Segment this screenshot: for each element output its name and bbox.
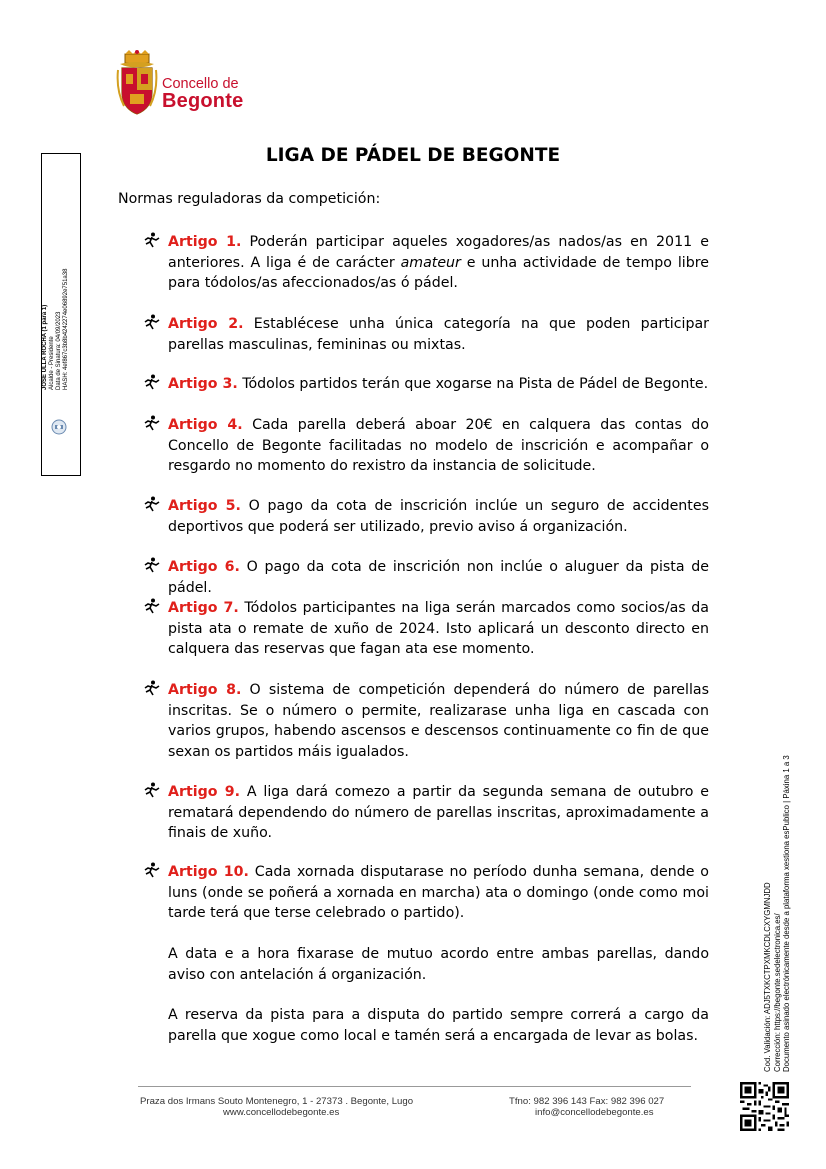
- article-6: Artigo 6. O pago da cota de inscrición non inclúe o aluguer da pista de pádel.: [168, 559, 709, 596]
- document-title: LIGA DE PÁDEL DE BEGONTE: [265, 145, 561, 166]
- footer-email-link[interactable]: info@concellodebegonte.es: [535, 1107, 654, 1118]
- article-1: Artigo 1. Poderán participar aqueles xogadores/as nados/as en 2011 e anteriores. A liga é de carácter amateur e unha actividade de tempo libre para tódolos/as afeccionados/as ó pádel.: [168, 234, 710, 291]
- seal-icon: [51, 419, 67, 435]
- signer-name: JOSE ULLA ROCHA (1 para 1): [42, 304, 48, 390]
- intro-text: Normas reguladoras da competición:: [118, 191, 381, 207]
- signature-text: [42, 240, 76, 390]
- footer-divider: [138, 1086, 691, 1087]
- article-3: Artigo 3. Tódolos partidos terán que xogarse na Pista de Pádel de Begonte.: [168, 376, 709, 392]
- signer-role: Alcalde - Presidente: [49, 336, 55, 390]
- article-10: Artigo 10. Cada xornada disputarase no período dunha semana, dende o luns (onde se poñerá a xornada en marcha) ata o domingo (onde como moi tarde terá que terse celebrado o partido).: [168, 864, 709, 921]
- paragraph-reservation: A reserva da pista para a disputa do partido sempre correrá a cargo da parella que xogue como local e tamén será a encargada de levar as bolas.: [168, 1007, 709, 1044]
- logo-line2: Begonte: [162, 90, 244, 112]
- validation-code: Cod. Validación: ADJ5TXKCTPXMKCDLCXYGMNJDD: [763, 882, 772, 1072]
- article-4: Artigo 4. Cada parella deberá aboar 20€ en calquera das contas do Concello de Begonte facilitadas no modelo de inscrición e acompañar o resgardo no momento do rexistro da instancia de solicitude.: [168, 417, 709, 474]
- article-7: Artigo 7. Tódolos participantes na liga serán marcados como socios/as da pista ata o remate de xuño de 2024. Isto aplicará un desconto directo en calquera das reservas que fagan ata ese momento.: [168, 600, 709, 657]
- footer-phone: Tfno: 982 396 143 Fax: 982 396 027: [509, 1096, 665, 1107]
- signature-date: Data de Sinatura: 04/09/2023: [56, 311, 62, 390]
- runner-bullet-icon: [142, 557, 162, 573]
- article-8: Artigo 8. O sistema de competición dependerá do número de parellas inscritas. Se o número o permite, realizarase unha liga en cascada con varios grupos, habendo ascensos e descensos continuamente co fin de que sexan os partidos máis igualados.: [168, 682, 709, 760]
- runner-bullet-icon: [142, 232, 162, 248]
- runner-bullet-icon: [142, 415, 162, 431]
- runner-bullet-icon: [142, 680, 162, 696]
- runner-bullet-icon: [142, 782, 162, 798]
- runner-bullet-icon: [142, 314, 162, 330]
- validation-note: Documento asinado electrónicamente desde a plataforma xestiona esPublico | Páxina 1 a 3: [782, 755, 791, 1072]
- validation-text: [763, 755, 792, 1072]
- qr-code-icon[interactable]: [740, 1082, 789, 1131]
- runner-bullet-icon: [142, 496, 162, 512]
- article-9: Artigo 9. A liga dará comezo a partir da segunda semana de outubro e rematará dependendo do número de parellas inscritas, aproximadamente a finais de xuño.: [168, 784, 709, 841]
- validation-url: Corrección: https://begonte.sedelectronica.es/: [772, 913, 782, 1072]
- concello-logo: [116, 50, 256, 118]
- footer-web-link[interactable]: www.concellodebegonte.es: [223, 1107, 340, 1118]
- article-2: Artigo 2. Establécese unha única categoría na que poden participar parellas masculinas, femininas ou mixtas.: [168, 316, 709, 353]
- article-5: Artigo 5. O pago da cota de inscrición inclúe un seguro de accidentes deportivos que poderá ser utilizado, previo aviso á organización.: [168, 498, 709, 535]
- footer-address: Praza dos Irmans Souto Montenegro, 1 - 27373 . Begonte, Lugo: [140, 1096, 414, 1107]
- logo-line1: Concello de: [162, 76, 239, 92]
- runner-bullet-icon: [142, 598, 162, 614]
- signature-hash: HASH: 4ef867c3b8b4242274e06892e751a38: [63, 268, 69, 390]
- runner-bullet-icon: [142, 374, 162, 390]
- runner-bullet-icon: [142, 862, 162, 878]
- paragraph-scheduling: A data e a hora fixarase de mutuo acordo entre ambas parellas, dando aviso con antelación á organización.: [168, 946, 709, 983]
- coat-of-arms-icon: [116, 50, 158, 116]
